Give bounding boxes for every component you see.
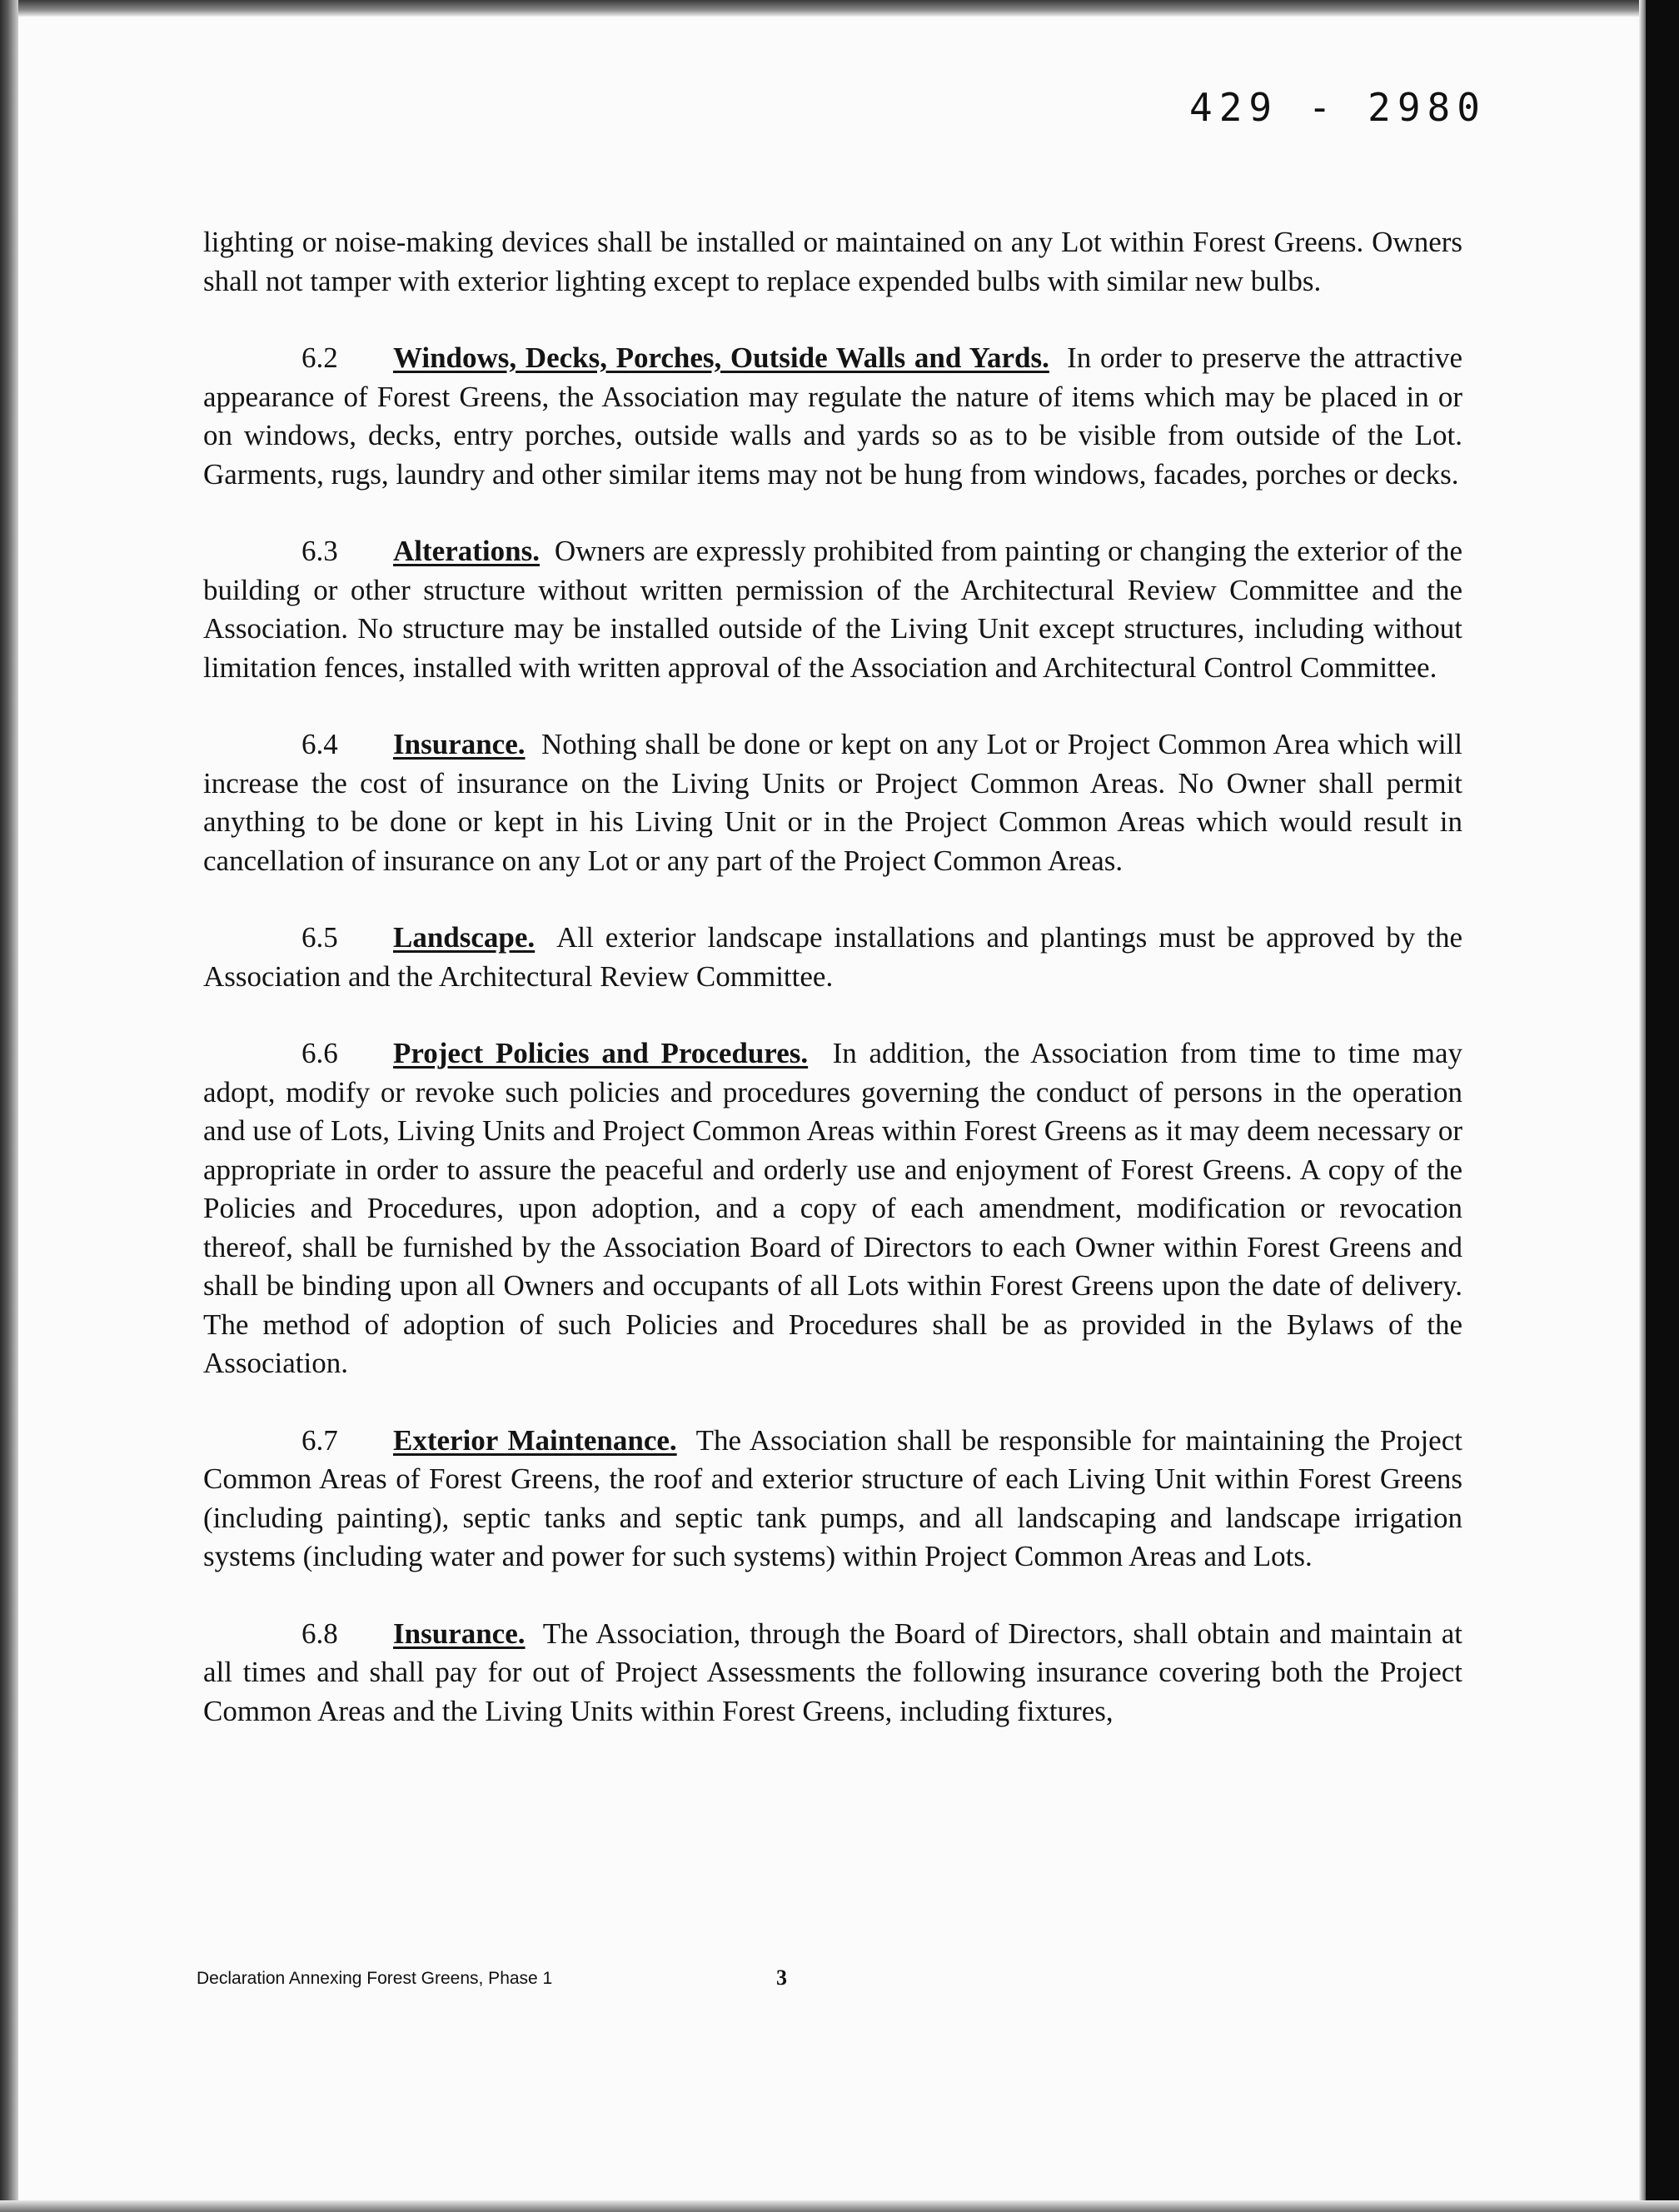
section-6-2 xyxy=(203,339,1462,494)
book-page-reference: 429 - 2980 xyxy=(1189,85,1487,130)
section-heading: Landscape. xyxy=(393,921,536,954)
scan-edge-top xyxy=(0,0,1679,17)
scan-edge-left xyxy=(0,0,18,2212)
section-number: 6.5 xyxy=(301,921,338,954)
section-heading: Alterations. xyxy=(393,535,540,567)
footer-document-title: Declaration Annexing Forest Greens, Phase 1 xyxy=(197,1969,553,1988)
section-6-6 xyxy=(203,1034,1462,1383)
section-number: 6.2 xyxy=(301,341,338,374)
section-heading: Insurance. xyxy=(393,1617,526,1650)
intro-paragraph: lighting or noise-making devices shall be installed or maintained on any Lot within Forest Greens. Owners shall not tamper with exterior lighting except to replace expended bulbs with similar new bulbs. xyxy=(203,226,1462,297)
section-text: Nothing shall be done or kept on any Lot or Project Common Area which will increase the cost of insurance on the Living Units or Project Common Areas. No Owner shall permit anything to be done or kept in his Living Unit or in the Project Common Areas which would result in cancellation of insurance on any Lot or any part of the Project Common Areas. xyxy=(203,728,1463,877)
scan-edge-right-shadow xyxy=(1639,0,1646,2212)
section-text: The Association, through the Board of Directors, shall obtain and maintain at all times and shall pay for out of Project Assessments the following insurance covering both the Project Common Areas and the Living Units within Forest Greens, including fixtures, xyxy=(203,1617,1463,1727)
section-6-5 xyxy=(203,919,1462,996)
section-text: In order to preserve the attractive appearance of Forest Greens, the Association may regulate the nature of items which may be placed in or on windows, decks, entry porches, outside walls and yards so as to be visible from outside of the Lot. Garments, rugs, laundry and other similar items may not be hung from windows, facades, porches or decks. xyxy=(203,341,1462,491)
section-number: 6.8 xyxy=(301,1617,338,1650)
section-number: 6.6 xyxy=(301,1037,338,1069)
section-number: 6.3 xyxy=(301,535,338,567)
section-heading: Insurance. xyxy=(393,728,526,760)
section-text: Owners are expressly prohibited from painting or changing the exterior of the building or other structure without written permission of the Architectural Review Committee and the Association. No structure may be installed outside of the Living Unit except structures, including without limitation fences, installed with written approval of the Association and Architectural Control Committee. xyxy=(203,535,1463,684)
footer-page-number: 3 xyxy=(776,1965,787,1990)
section-6-3 xyxy=(203,532,1462,687)
section-number: 6.4 xyxy=(301,728,338,760)
document-body xyxy=(203,223,1462,1769)
section-heading: Project Policies and Procedures. xyxy=(393,1037,809,1069)
section-number: 6.7 xyxy=(301,1423,338,1457)
section-text: The Association shall be responsible for maintaining the Project Common Areas of Forest Greens, the roof and exterior structure of each Living Unit within Forest Greens (including painting), septic tanks and septic tank pumps, and all landscaping and landscape irrigation systems (including water and power for such systems) within Project Common Areas and Lots. xyxy=(203,1423,1462,1572)
section-6-7 xyxy=(203,1422,1462,1577)
scan-edge-bottom xyxy=(0,2200,1679,2212)
section-heading: Exterior Maintenance. xyxy=(393,1423,677,1457)
section-text: In addition, the Association from time to time may adopt, modify or revoke such policies and procedures governing the conduct of persons in the operation and use of Lots, Living Units and Project Common Areas within Forest Greens as it may deem necessary or appropriate in order to assure the peaceful and orderly use and enjoyment of Forest Greens. A copy of the Policies and Procedures, upon adoption, and a copy of each amendment, modification or revocation thereof, shall be furnished by the Association Board of Directors to each Owner within Forest Greens and shall be binding upon all Owners and occupants of all Lots within Forest Greens upon the date of delivery. The method of adoption of such Policies and Procedures shall be as provided in the Bylaws of the Association. xyxy=(203,1037,1462,1379)
scan-edge-right xyxy=(1646,0,1679,2212)
section-6-4 xyxy=(203,725,1462,880)
section-text: All exterior landscape installations and plantings must be approved by the Association and the Architectural Review Committee. xyxy=(203,921,1462,993)
section-heading: Windows, Decks, Porches, Outside Walls and Yards. xyxy=(393,341,1049,374)
section-6-8 xyxy=(203,1615,1462,1731)
